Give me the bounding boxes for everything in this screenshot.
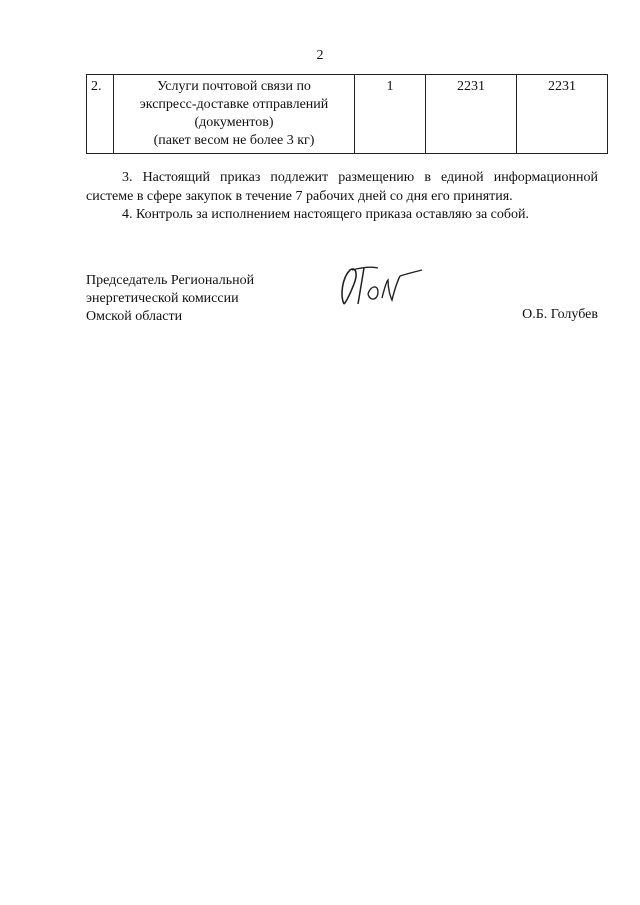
signatory-title-line: энергетической комиссии xyxy=(86,291,239,306)
signatory-title-line: Председатель Региональной xyxy=(86,273,255,288)
signatory-title-line: Омской области xyxy=(86,309,183,324)
price-cell: 2231 xyxy=(426,75,517,154)
paragraph-4 xyxy=(86,205,598,224)
service-name-line: (документов) xyxy=(194,115,274,130)
service-name-cell xyxy=(114,75,355,154)
service-name-line: экспресс-доставке отправлений xyxy=(139,97,329,112)
total-cell: 2231 xyxy=(517,75,608,154)
page-number: 2 xyxy=(316,48,324,63)
signatory-title xyxy=(86,272,254,326)
services-table xyxy=(86,74,608,154)
paragraph-3 xyxy=(86,168,598,206)
service-name-line: (пакет весом не более 3 кг) xyxy=(153,133,315,148)
service-name-line: Услуги почтовой связи по xyxy=(157,79,311,94)
paragraph-3-text: 3. Настоящий приказ подлежит размещению в единой информационной системе в сфере закупок в течение 7 рабочих дней со дня его принятия. xyxy=(86,170,598,204)
quantity-cell: 1 xyxy=(355,75,426,154)
signatory-name: О.Б. Голубев xyxy=(522,307,598,322)
paragraph-4-text: 4. Контроль за исполнением настоящего приказа оставляю за собой. xyxy=(122,207,530,222)
table-row xyxy=(87,75,608,154)
row-number-cell: 2. xyxy=(87,75,114,154)
handwritten-signature xyxy=(330,256,430,316)
